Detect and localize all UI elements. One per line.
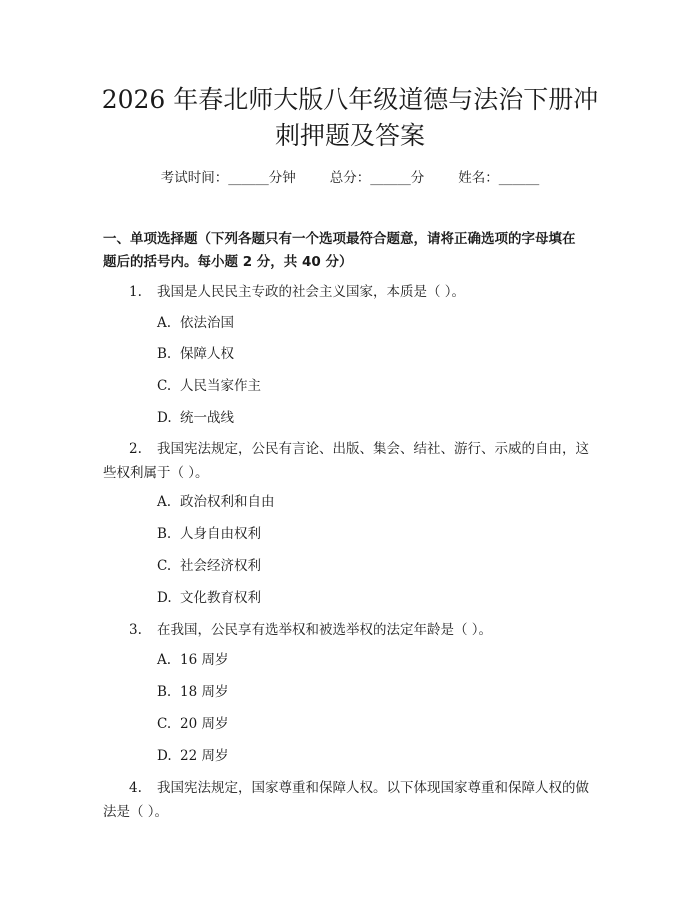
option-text: 16 周岁 — [180, 652, 229, 668]
option-text: 社会经济权利 — [180, 558, 261, 574]
q3-option-a — [157, 650, 597, 670]
score-unit: 分 — [410, 170, 425, 186]
section-heading-line-1: 一、单项选择题（下列各题只有一个选项最符合题意，请将正确选项的字母填在 — [103, 231, 576, 247]
option-text: 保障人权 — [180, 346, 234, 362]
option-text: 文化教育权利 — [180, 590, 261, 606]
exam-meta — [0, 168, 700, 188]
question-2 — [103, 437, 600, 462]
option-letter: D. — [157, 410, 172, 426]
question-number: 2. — [129, 441, 142, 457]
exam-title-line-1: 2026 年春北师大版八年级道德与法治下册冲 — [101, 85, 599, 114]
score-label: 总分： — [329, 170, 371, 186]
option-letter: C. — [157, 716, 172, 732]
question-number: 1. — [129, 284, 142, 300]
q3-option-c — [157, 714, 597, 734]
option-letter: D. — [157, 590, 172, 606]
q3-option-b — [157, 682, 597, 702]
time-label: 考试时间： — [160, 170, 229, 186]
time-blank: ______ — [228, 170, 269, 186]
score-blank: ______ — [370, 170, 411, 186]
option-letter: B. — [157, 684, 172, 700]
question-number: 4. — [129, 780, 142, 796]
option-letter: C. — [157, 378, 172, 394]
question-number: 3. — [129, 622, 142, 638]
question-3 — [103, 618, 600, 643]
option-letter: D. — [157, 748, 172, 764]
option-letter: B. — [157, 346, 172, 362]
option-text: 依法治国 — [180, 315, 234, 331]
q1-option-d — [157, 408, 597, 428]
exam-title-line-2: 刺押题及答案 — [274, 121, 425, 150]
name-blank: ______ — [498, 170, 540, 186]
option-letter: B. — [157, 526, 172, 542]
q1-option-b — [157, 344, 597, 364]
q2-option-d — [157, 588, 597, 608]
option-letter: A. — [157, 652, 172, 668]
question-text: 在我国，公民享有选举权和被选举权的法定年龄是（ ）。 — [157, 622, 493, 638]
question-2-continued: 些权利属于（ ）。 — [103, 465, 209, 481]
q3-option-d — [157, 746, 597, 766]
option-text: 人身自由权利 — [180, 526, 261, 542]
q1-option-c — [157, 376, 597, 396]
question-text: 我国宪法规定，国家尊重和保障人权。以下体现国家尊重和保障人权的做 — [157, 780, 589, 796]
section-heading-line-2: 题后的括号内。每小题 2 分，共 40 分） — [103, 254, 353, 270]
option-letter: A. — [157, 494, 172, 510]
q2-option-a — [157, 492, 597, 512]
q2-option-b — [157, 524, 597, 544]
time-unit: 分钟 — [268, 170, 296, 186]
option-text: 18 周岁 — [180, 684, 229, 700]
question-1 — [103, 280, 600, 305]
question-4-continued: 法是（ ）。 — [103, 804, 169, 820]
q1-option-a — [157, 313, 597, 333]
option-text: 22 周岁 — [180, 748, 229, 764]
name-label: 姓名： — [458, 170, 499, 186]
option-text: 政治权利和自由 — [180, 494, 275, 510]
option-text: 人民当家作主 — [180, 378, 261, 394]
option-letter: A. — [157, 315, 172, 331]
option-letter: C. — [157, 558, 172, 574]
q2-option-c — [157, 556, 597, 576]
question-text: 我国是人民民主专政的社会主义国家，本质是（ ）。 — [157, 284, 466, 300]
option-text: 统一战线 — [180, 410, 234, 426]
option-text: 20 周岁 — [180, 716, 229, 732]
question-4 — [103, 776, 600, 801]
question-text: 我国宪法规定，公民有言论、出版、集会、结社、游行、示威的自由，这 — [157, 441, 589, 457]
